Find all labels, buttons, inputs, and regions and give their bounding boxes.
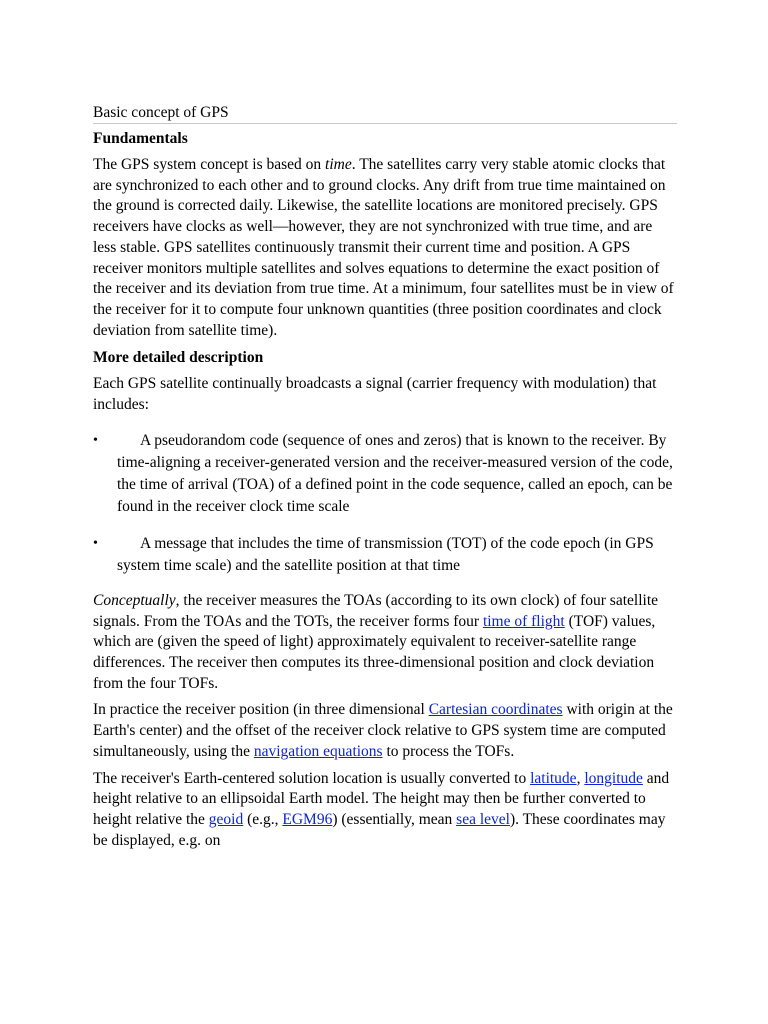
text-run: ,	[576, 769, 585, 787]
paragraph-fundamentals	[93, 155, 677, 341]
text-run: with origin at the Earth's center) and the offset of the receiver clock relative to GPS system time are computed simultaneously, using the	[93, 701, 673, 760]
emphasis-time: time	[325, 156, 352, 173]
text-run: ) (essentially, mean	[332, 810, 457, 828]
signal-contents-list	[93, 430, 677, 577]
list-item	[93, 533, 677, 577]
heading-detailed-description: More detailed description	[93, 349, 264, 367]
list-item	[93, 430, 677, 519]
text-run: , the receiver measures the TOAs (according to its own clock) of four satellite signals. From the TOAs and the TOTs, the receiver forms four	[93, 591, 659, 630]
text-run: and height relative to an ellipsoidal Earth model. The height may then be further converted to height relative the	[93, 769, 670, 828]
paragraph-in-practice	[93, 700, 677, 762]
heading-fundamentals: Fundamentals	[93, 130, 188, 147]
link-latitude[interactable]: latitude	[530, 769, 577, 787]
emphasis-conceptually: Conceptually	[93, 591, 176, 609]
link-geoid[interactable]: geoid	[208, 810, 244, 828]
text-run: to process the TOFs.	[382, 742, 515, 760]
link-egm96[interactable]: EGM96	[282, 810, 333, 828]
text-run: The receiver's Earth-centered solution location is usually converted to	[93, 769, 531, 787]
text-run: . The satellites carry very stable atomic clocks that are synchronized to each other and to ground clocks. Any drift from true time maintained on the ground is corrected daily. Likewise, the satellite locations are monitored precisely. GPS receivers have clocks as well—however, they are not synchronized with true time, and are less stable. GPS satellites continuously transmit their current time and position. A GPS receiver monitors multiple satellites and solves equations to determine the exact position of the receiver and its deviation from true time. At a minimum, four satellites must be in view of the receiver for it to compute four unknown quantities (three position coordinates and clock deviation from satellite time).	[93, 156, 674, 339]
page-title: Basic concept of GPS	[93, 103, 677, 124]
paragraph-conceptually	[93, 591, 677, 695]
list-item-text: A message that includes the time of transmission (TOT) of the code epoch (in GPS system time scale) and the satellite position at that time	[117, 534, 654, 574]
paragraph-signal-intro: Each GPS satellite continually broadcasts a signal (carrier frequency with modulation) that includes:	[93, 375, 657, 414]
text-run: (e.g.,	[243, 810, 283, 828]
bullet-icon: •	[93, 535, 98, 551]
link-navigation-equations[interactable]: navigation equations	[253, 742, 383, 760]
link-sea-level[interactable]: sea level	[456, 810, 510, 828]
document-page	[93, 103, 677, 857]
list-item-text: A pseudorandom code (sequence of ones and zeros) that is known to the receiver. By time-aligning a receiver-generated version and the receiver-measured version of the code, the time of arrival (TOA) of a defined point in the code sequence, called an epoch, can be found in the receiver clock time scale	[117, 431, 673, 516]
text-run: In practice the receiver position (in three dimensional	[93, 701, 429, 719]
link-cartesian-coordinates[interactable]: Cartesian coordinates	[428, 701, 563, 719]
text-run: ). These coordinates may be displayed, e.g. on	[93, 810, 666, 849]
link-longitude[interactable]: longitude	[584, 769, 643, 787]
text-run: The GPS system concept is based on	[93, 156, 326, 173]
bullet-icon: •	[93, 432, 98, 448]
text-run: (TOF) values, which are (given the speed of light) approximately equivalent to receiver-satellite range differences. The receiver then computes its three-dimensional position and clock deviation from the four TOFs.	[93, 612, 656, 692]
link-time-of-flight[interactable]: time of flight	[482, 612, 565, 630]
paragraph-earth-centered	[93, 769, 677, 852]
